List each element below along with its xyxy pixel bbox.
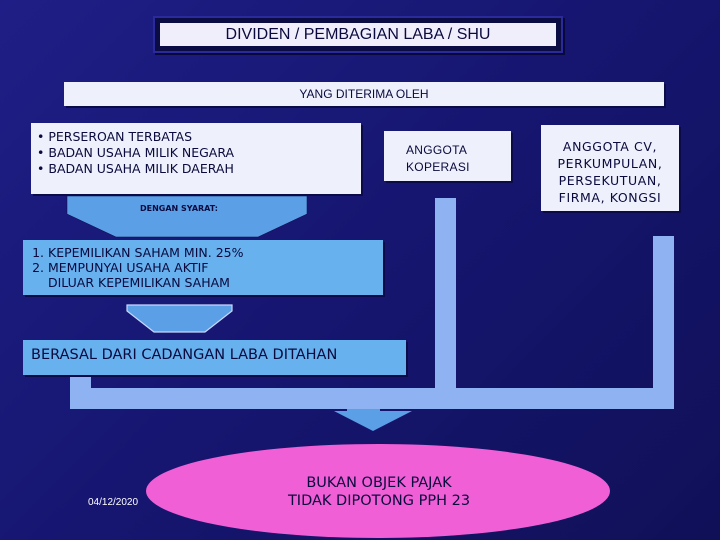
condition-item: 1. KEPEMILIKAN SAHAM MIN. 25% xyxy=(48,245,375,260)
koperasi-line: KOPERASI xyxy=(406,160,470,174)
date-stamp: 04/12/2020 xyxy=(88,497,139,508)
recipient-pt-item: • PERSEROAN TERBATAS xyxy=(37,129,355,145)
condition-arrow xyxy=(67,196,307,237)
recipient-pt-list xyxy=(37,129,355,177)
title-box xyxy=(153,16,563,53)
connector-cv xyxy=(653,236,674,398)
conditions-box xyxy=(23,240,383,295)
merge-arrow xyxy=(334,409,412,431)
received-by-bar: YANG DITERIMA OLEH xyxy=(64,82,664,106)
condition-item: 2. MEMPUNYAI USAHA AKTIF xyxy=(48,260,375,275)
koperasi-line: ANGGOTA xyxy=(406,143,468,157)
cv-line: FIRMA, KONGSI xyxy=(558,190,662,205)
cv-line: PERKUMPULAN, xyxy=(557,156,663,171)
connector-koperasi xyxy=(435,198,456,388)
result-line: TIDAK DIPOTONG PPH 23 xyxy=(287,493,471,509)
merge-bar xyxy=(70,388,674,409)
recipient-cv-box xyxy=(541,125,679,211)
condition-label: DENGAN SYARAT: xyxy=(140,204,218,213)
recipient-koperasi-box xyxy=(384,131,511,181)
recipient-pt-box xyxy=(31,123,361,194)
source-arrow xyxy=(127,305,232,332)
cv-line: PERSEKUTUAN, xyxy=(558,173,662,188)
conditions-list xyxy=(31,245,375,275)
recipient-pt-item: • BADAN USAHA MILIK NEGARA xyxy=(37,145,355,161)
condition-item-continuation: DILUAR KEPEMILIKAN SAHAM xyxy=(48,275,230,290)
cv-line: ANGGOTA CV, xyxy=(562,139,658,154)
recipient-pt-item: • BADAN USAHA MILIK DAERAH xyxy=(37,161,355,177)
result-line: BUKAN OBJEK PAJAK xyxy=(306,475,452,491)
result-text xyxy=(248,474,510,518)
page-title: DIVIDEN / PEMBAGIAN LABA / SHU xyxy=(160,23,556,46)
source-box: BERASAL DARI CADANGAN LABA DITAHAN xyxy=(23,340,406,375)
